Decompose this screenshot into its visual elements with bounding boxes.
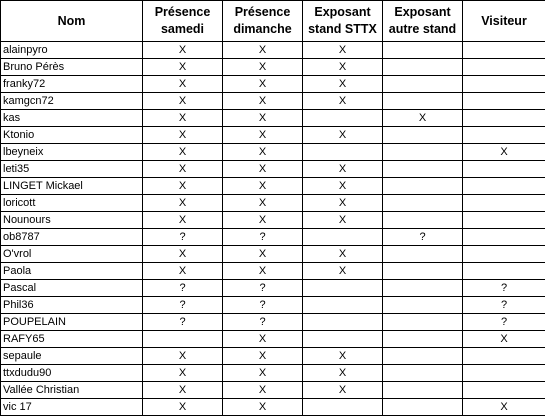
table-row: [1, 144, 545, 161]
cell-presence-dimanche: X: [223, 195, 303, 212]
cell-exposant-stand-sttx: [303, 229, 383, 246]
cell-nom: leti35: [1, 161, 143, 178]
table-row: [1, 314, 545, 331]
table-row: [1, 161, 545, 178]
cell-visiteur: [463, 382, 545, 399]
cell-presence-samedi: X: [143, 178, 223, 195]
cell-exposant-stand-sttx: X: [303, 195, 383, 212]
cell-nom: kamgcn72: [1, 93, 143, 110]
cell-nom: loricott: [1, 195, 143, 212]
cell-visiteur: [463, 127, 545, 144]
cell-presence-samedi: X: [143, 212, 223, 229]
cell-nom: alainpyro: [1, 42, 143, 59]
cell-nom: lbeyneix: [1, 144, 143, 161]
cell-visiteur: X: [463, 331, 545, 348]
table-row: [1, 297, 545, 314]
cell-exposant-autre-stand: [383, 93, 463, 110]
cell-exposant-stand-sttx: [303, 314, 383, 331]
cell-nom: POUPELAIN: [1, 314, 143, 331]
cell-presence-dimanche: X: [223, 76, 303, 93]
cell-presence-dimanche: X: [223, 144, 303, 161]
cell-presence-dimanche: X: [223, 127, 303, 144]
cell-exposant-autre-stand: [383, 280, 463, 297]
table-row: [1, 127, 545, 144]
cell-presence-samedi: X: [143, 382, 223, 399]
cell-visiteur: ?: [463, 280, 545, 297]
cell-presence-dimanche: X: [223, 331, 303, 348]
table-row: [1, 246, 545, 263]
header-row: [1, 1, 545, 42]
table-row: [1, 280, 545, 297]
cell-exposant-stand-sttx: X: [303, 263, 383, 280]
cell-presence-samedi: X: [143, 59, 223, 76]
cell-exposant-autre-stand: [383, 263, 463, 280]
cell-exposant-stand-sttx: [303, 297, 383, 314]
table-row: [1, 195, 545, 212]
cell-presence-dimanche: X: [223, 93, 303, 110]
cell-exposant-stand-sttx: X: [303, 212, 383, 229]
cell-exposant-autre-stand: [383, 348, 463, 365]
cell-exposant-stand-sttx: X: [303, 127, 383, 144]
cell-presence-dimanche: X: [223, 246, 303, 263]
cell-nom: Ktonio: [1, 127, 143, 144]
cell-nom: Pascal: [1, 280, 143, 297]
cell-nom: Phil36: [1, 297, 143, 314]
cell-exposant-autre-stand: [383, 76, 463, 93]
cell-presence-dimanche: X: [223, 365, 303, 382]
table-row: [1, 110, 545, 127]
cell-presence-samedi: X: [143, 263, 223, 280]
cell-nom: RAFY65: [1, 331, 143, 348]
table-row: [1, 382, 545, 399]
cell-exposant-autre-stand: [383, 314, 463, 331]
cell-nom: Vallée Christian: [1, 382, 143, 399]
header-exposant-autre-stand: Exposant autre stand: [383, 1, 463, 42]
header-presence-dimanche: Présence dimanche: [223, 1, 303, 42]
table-body: [1, 42, 545, 416]
cell-exposant-autre-stand: ?: [383, 229, 463, 246]
cell-exposant-autre-stand: X: [383, 110, 463, 127]
cell-exposant-stand-sttx: X: [303, 161, 383, 178]
cell-visiteur: [463, 161, 545, 178]
cell-visiteur: X: [463, 399, 545, 416]
cell-exposant-autre-stand: [383, 382, 463, 399]
table-row: [1, 42, 545, 59]
cell-nom: O'vrol: [1, 246, 143, 263]
table-row: [1, 365, 545, 382]
cell-exposant-autre-stand: [383, 399, 463, 416]
cell-visiteur: X: [463, 144, 545, 161]
cell-nom: vic 17: [1, 399, 143, 416]
cell-presence-samedi: X: [143, 399, 223, 416]
cell-exposant-stand-sttx: [303, 280, 383, 297]
cell-presence-samedi: X: [143, 76, 223, 93]
cell-presence-samedi: X: [143, 246, 223, 263]
table-row: [1, 178, 545, 195]
cell-exposant-stand-sttx: [303, 144, 383, 161]
cell-presence-samedi: X: [143, 144, 223, 161]
header-nom: Nom: [1, 1, 143, 42]
cell-exposant-autre-stand: [383, 42, 463, 59]
cell-visiteur: [463, 110, 545, 127]
header-presence-samedi: Présence samedi: [143, 1, 223, 42]
cell-visiteur: [463, 178, 545, 195]
table-row: [1, 93, 545, 110]
cell-presence-samedi: X: [143, 42, 223, 59]
cell-visiteur: [463, 348, 545, 365]
table-row: [1, 348, 545, 365]
cell-presence-samedi: ?: [143, 229, 223, 246]
cell-exposant-stand-sttx: [303, 331, 383, 348]
cell-nom: ttxdudu90: [1, 365, 143, 382]
cell-nom: franky72: [1, 76, 143, 93]
cell-exposant-autre-stand: [383, 297, 463, 314]
cell-presence-samedi: ?: [143, 297, 223, 314]
cell-exposant-stand-sttx: X: [303, 59, 383, 76]
cell-nom: sepaule: [1, 348, 143, 365]
cell-exposant-autre-stand: [383, 246, 463, 263]
cell-presence-samedi: X: [143, 127, 223, 144]
header-exposant-stand-sttx: Exposant stand STTX: [303, 1, 383, 42]
cell-nom: kas: [1, 110, 143, 127]
cell-exposant-autre-stand: [383, 59, 463, 76]
cell-exposant-stand-sttx: X: [303, 348, 383, 365]
cell-exposant-stand-sttx: X: [303, 93, 383, 110]
cell-presence-dimanche: X: [223, 399, 303, 416]
cell-visiteur: [463, 212, 545, 229]
cell-presence-samedi: X: [143, 93, 223, 110]
cell-nom: Bruno Pérès: [1, 59, 143, 76]
cell-visiteur: [463, 93, 545, 110]
cell-visiteur: [463, 195, 545, 212]
cell-exposant-autre-stand: [383, 365, 463, 382]
cell-presence-dimanche: X: [223, 348, 303, 365]
cell-exposant-stand-sttx: [303, 399, 383, 416]
cell-presence-dimanche: X: [223, 161, 303, 178]
cell-exposant-stand-sttx: X: [303, 246, 383, 263]
cell-presence-dimanche: X: [223, 110, 303, 127]
cell-visiteur: [463, 42, 545, 59]
cell-exposant-autre-stand: [383, 144, 463, 161]
cell-nom: Nounours: [1, 212, 143, 229]
cell-presence-dimanche: X: [223, 59, 303, 76]
table-row: [1, 59, 545, 76]
table-row: [1, 331, 545, 348]
cell-exposant-autre-stand: [383, 212, 463, 229]
cell-exposant-autre-stand: [383, 331, 463, 348]
cell-presence-dimanche: ?: [223, 314, 303, 331]
cell-nom: Paola: [1, 263, 143, 280]
cell-presence-samedi: X: [143, 348, 223, 365]
cell-nom: ob8787: [1, 229, 143, 246]
cell-presence-dimanche: X: [223, 212, 303, 229]
cell-exposant-autre-stand: [383, 127, 463, 144]
cell-visiteur: [463, 59, 545, 76]
table-row: [1, 76, 545, 93]
cell-exposant-stand-sttx: X: [303, 42, 383, 59]
cell-presence-samedi: [143, 331, 223, 348]
cell-presence-dimanche: ?: [223, 280, 303, 297]
cell-visiteur: [463, 365, 545, 382]
cell-visiteur: [463, 263, 545, 280]
table-row: [1, 399, 545, 416]
cell-exposant-autre-stand: [383, 195, 463, 212]
cell-presence-dimanche: ?: [223, 297, 303, 314]
cell-presence-dimanche: X: [223, 263, 303, 280]
cell-exposant-stand-sttx: X: [303, 382, 383, 399]
cell-presence-samedi: X: [143, 365, 223, 382]
cell-visiteur: [463, 76, 545, 93]
cell-presence-dimanche: X: [223, 42, 303, 59]
cell-presence-samedi: ?: [143, 280, 223, 297]
cell-visiteur: [463, 229, 545, 246]
cell-visiteur: [463, 246, 545, 263]
cell-exposant-stand-sttx: [303, 110, 383, 127]
cell-exposant-stand-sttx: X: [303, 365, 383, 382]
cell-nom: LINGET Mickael: [1, 178, 143, 195]
cell-presence-dimanche: ?: [223, 229, 303, 246]
table-row: [1, 263, 545, 280]
cell-presence-samedi: X: [143, 195, 223, 212]
cell-visiteur: ?: [463, 297, 545, 314]
header-visiteur: Visiteur: [463, 1, 545, 42]
cell-exposant-stand-sttx: X: [303, 178, 383, 195]
cell-exposant-stand-sttx: X: [303, 76, 383, 93]
table-row: [1, 212, 545, 229]
table-row: [1, 229, 545, 246]
cell-visiteur: ?: [463, 314, 545, 331]
cell-presence-samedi: X: [143, 110, 223, 127]
cell-presence-samedi: X: [143, 161, 223, 178]
cell-exposant-autre-stand: [383, 178, 463, 195]
cell-presence-dimanche: X: [223, 178, 303, 195]
cell-exposant-autre-stand: [383, 161, 463, 178]
cell-presence-samedi: ?: [143, 314, 223, 331]
cell-presence-dimanche: X: [223, 382, 303, 399]
